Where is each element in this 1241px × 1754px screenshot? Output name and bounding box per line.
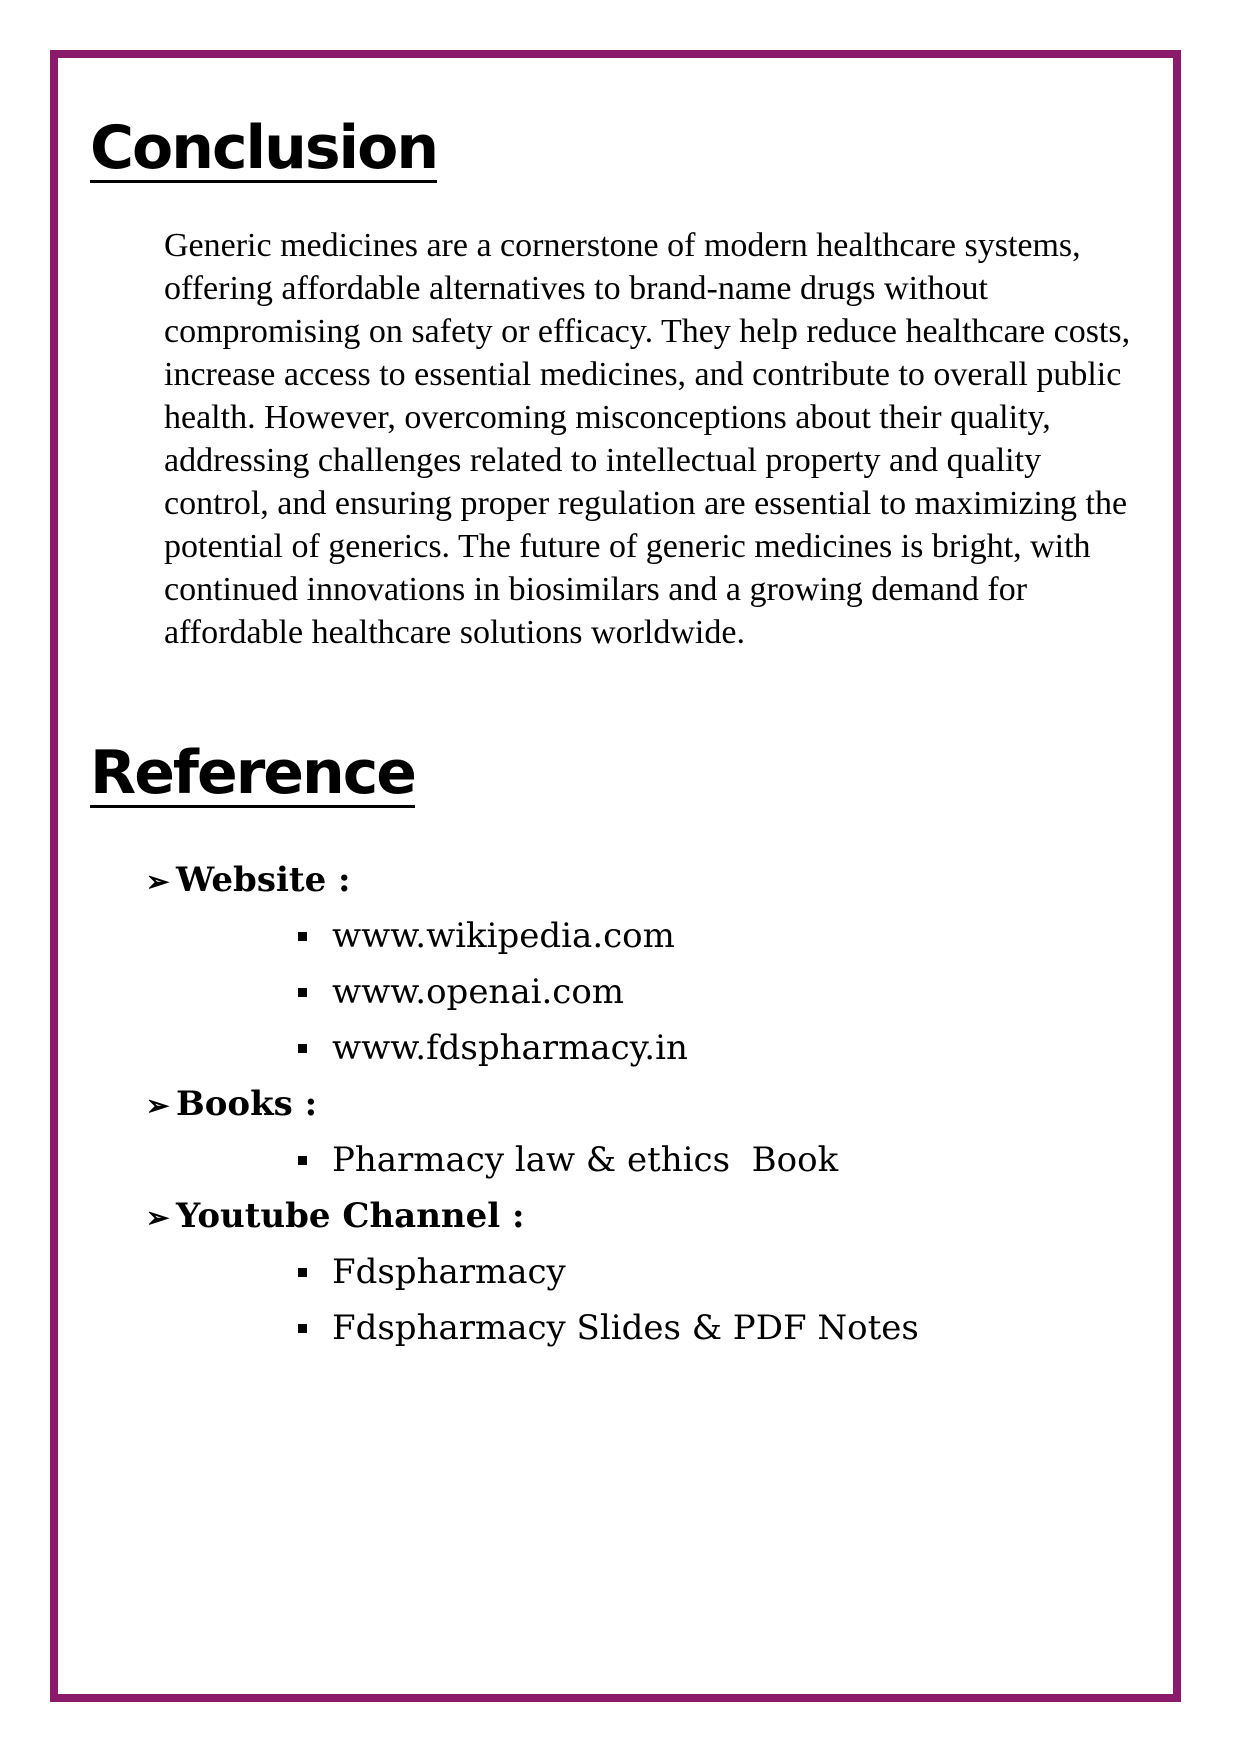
reference-item	[146, 908, 1146, 964]
arrow-icon: ➢	[146, 865, 170, 898]
reference-item-label: www.fdspharmacy.in	[332, 1028, 688, 1068]
square-bullet-icon	[298, 932, 307, 941]
square-bullet-icon	[298, 988, 307, 997]
square-bullet-icon	[298, 1044, 307, 1053]
reference-item-label: www.openai.com	[332, 972, 625, 1012]
conclusion-paragraph: Generic medicines are a cornerstone of modern healthcare systems, offering affordable alternatives to brand-name drugs without compromising on safety or efficacy. They help reduce healthcare costs, increase access to essential medicines, and contribute to overall public health. However, overcoming misconceptions about their quality, addressing challenges related to intellectual property and quality control, and ensuring proper regulation are essential to maximizing the potential of generics. The future of generic medicines is bright, with continued innovations in biosimilars and a growing demand for affordable healthcare solutions worldwide.	[164, 227, 1131, 651]
reference-category-youtube	[146, 1188, 1146, 1244]
square-bullet-icon	[298, 1324, 307, 1333]
reference-heading: Reference	[90, 738, 415, 808]
reference-item-label: Fdspharmacy	[332, 1252, 566, 1292]
reference-item-label: www.wikipedia.com	[332, 916, 675, 956]
reference-category-label: Website :	[176, 860, 351, 900]
arrow-icon: ➢	[146, 1201, 170, 1234]
reference-list	[146, 852, 1146, 1356]
reference-category-books	[146, 1076, 1146, 1132]
reference-item	[146, 1132, 1146, 1188]
conclusion-heading: Conclusion	[90, 113, 438, 183]
reference-item-label: Fdspharmacy Slides & PDF Notes	[332, 1308, 919, 1348]
reference-item	[146, 1300, 1146, 1356]
reference-item	[146, 1020, 1146, 1076]
reference-category-label: Books :	[176, 1084, 318, 1124]
arrow-icon: ➢	[146, 1089, 170, 1122]
reference-item	[146, 964, 1146, 1020]
square-bullet-icon	[298, 1156, 307, 1165]
reference-category-website	[146, 852, 1146, 908]
square-bullet-icon	[298, 1268, 307, 1277]
reference-item-label: Pharmacy law & ethics Book	[332, 1140, 839, 1180]
reference-item	[146, 1244, 1146, 1300]
reference-category-label: Youtube Channel :	[176, 1196, 525, 1236]
